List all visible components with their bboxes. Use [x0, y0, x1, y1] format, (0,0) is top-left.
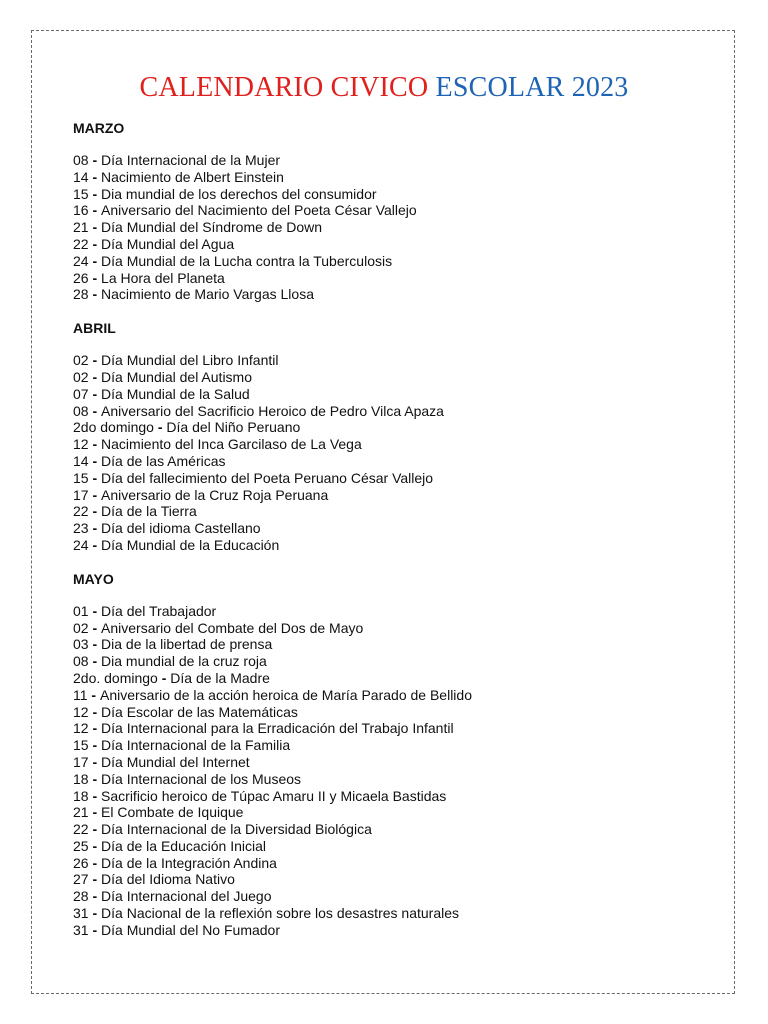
calendar-entry — [73, 771, 713, 788]
entry-description: Día Mundial de la Educación — [101, 536, 280, 553]
entry-description: Sacrificio heroico de Túpac Amaru II y Micaela Bastidas — [101, 787, 447, 804]
entry-day: 16 — [73, 202, 89, 219]
entry-description: Aniversario del Nacimiento del Poeta César Vallejo — [101, 202, 417, 219]
calendar-content — [73, 118, 713, 954]
entry-day: 31 — [73, 921, 89, 938]
calendar-entry — [73, 386, 713, 403]
entry-description: Día del fallecimiento del Poeta Peruano César Vallejo — [101, 469, 434, 486]
entry-description: Día del idioma Castellano — [101, 520, 261, 537]
calendar-entry — [73, 737, 713, 754]
calendar-entry — [73, 369, 713, 386]
entry-day: 12 — [73, 436, 89, 453]
entry-description: El Combate de Iquique — [101, 804, 244, 821]
month-section-mayo — [73, 569, 713, 939]
entry-day: 26 — [73, 854, 89, 871]
entry-day: 27 — [73, 871, 89, 888]
calendar-entry — [73, 470, 713, 487]
entry-separator: - — [88, 921, 102, 938]
entry-description: Día Mundial del Internet — [101, 753, 250, 770]
entry-separator: - — [88, 385, 102, 402]
entry-separator: - — [88, 602, 102, 619]
entry-day: 31 — [73, 905, 89, 922]
entry-separator: - — [88, 720, 102, 737]
entry-description: Día de la Integración Andina — [101, 854, 277, 871]
calendar-entry — [73, 838, 713, 855]
calendar-entry — [73, 503, 713, 520]
entry-day: 21 — [73, 804, 89, 821]
entry-day: 26 — [73, 269, 89, 286]
entry-day: 22 — [73, 821, 89, 838]
entry-description: Día de las Américas — [101, 452, 226, 469]
entry-day: 11 — [73, 686, 88, 703]
entry-day: 18 — [73, 770, 89, 787]
entry-day: 15 — [73, 185, 89, 202]
entry-day: 02 — [73, 368, 89, 385]
entry-description: Aniversario del Sacrificio Heroico de Pedro Vilca Apaza — [101, 402, 444, 419]
calendar-entry — [73, 754, 713, 771]
entry-separator: - — [153, 419, 167, 436]
entry-description: Día Internacional de la Mujer — [101, 152, 281, 168]
entry-description: Dia mundial de la cruz roja — [101, 653, 267, 670]
entry-separator: - — [87, 686, 100, 703]
entry-day: 24 — [73, 252, 89, 269]
entry-separator: - — [88, 252, 102, 269]
entry-separator: - — [88, 219, 102, 236]
entry-day: 12 — [73, 703, 89, 720]
calendar-entry — [73, 670, 713, 687]
page-title — [0, 68, 768, 108]
calendar-entry — [73, 788, 713, 805]
entry-day: 21 — [73, 219, 89, 236]
calendar-entry — [73, 620, 713, 637]
entry-day: 2do domingo — [73, 419, 154, 436]
entry-description: Nacimiento de Albert Einstein — [101, 168, 284, 185]
entry-description: La Hora del Planeta — [101, 269, 225, 286]
entry-day: 14 — [73, 168, 89, 185]
entry-separator: - — [88, 871, 102, 888]
calendar-entry — [73, 236, 713, 253]
entry-description: Día del Trabajador — [101, 602, 217, 619]
entry-description: Nacimiento de Mario Vargas Llosa — [101, 286, 314, 303]
entry-separator: - — [88, 536, 102, 553]
calendar-entry — [73, 487, 713, 504]
calendar-entry — [73, 419, 713, 436]
calendar-entry — [73, 603, 713, 620]
entry-separator: - — [88, 168, 102, 185]
entry-separator: - — [88, 636, 102, 653]
entry-separator: - — [88, 352, 102, 369]
calendar-entry — [73, 202, 713, 219]
entry-day: 02 — [73, 619, 89, 636]
entry-day: 28 — [73, 888, 89, 905]
calendar-entry — [73, 871, 713, 888]
calendar-entry — [73, 520, 713, 537]
calendar-entry — [73, 453, 713, 470]
entry-day: 15 — [73, 469, 89, 486]
entry-separator: - — [88, 804, 102, 821]
entry-description: Día Escolar de las Matemáticas — [101, 703, 298, 720]
entry-separator: - — [88, 703, 102, 720]
entry-description: Aniversario de la Cruz Roja Peruana — [101, 486, 329, 503]
entry-day: 23 — [73, 520, 89, 537]
entry-day: 14 — [73, 452, 89, 469]
entry-day: 22 — [73, 235, 89, 252]
title-part-blue: ESCOLAR 2023 — [435, 72, 629, 103]
calendar-entry — [73, 186, 713, 203]
entry-description: Día del Idioma Nativo — [101, 871, 235, 888]
entry-separator: - — [88, 269, 102, 286]
entry-separator: - — [88, 520, 102, 537]
calendar-entry — [73, 352, 713, 369]
entry-description: Día Mundial de la Lucha contra la Tuberculosis — [101, 252, 393, 269]
calendar-entry — [73, 286, 713, 303]
entry-description: Aniversario de la acción heroica de María Parado de Bellido — [100, 686, 472, 703]
entry-separator: - — [88, 770, 102, 787]
calendar-entry — [73, 821, 713, 838]
entry-separator: - — [88, 152, 102, 168]
entry-day: 08 — [73, 402, 89, 419]
entry-day: 03 — [73, 636, 89, 653]
month-section-abril — [73, 318, 713, 554]
calendar-entry — [73, 537, 713, 554]
calendar-entry — [73, 888, 713, 905]
entry-day: 17 — [73, 486, 89, 503]
entry-separator: - — [88, 837, 102, 854]
calendar-entry — [73, 219, 713, 236]
calendar-entry — [73, 704, 713, 721]
calendar-entry — [73, 270, 713, 287]
title-part-red: CALENDARIO CIVICO — [139, 72, 429, 103]
entry-separator: - — [88, 653, 102, 670]
calendar-entry — [73, 253, 713, 270]
entry-separator: - — [88, 821, 102, 838]
entry-day: 24 — [73, 536, 89, 553]
entry-separator: - — [88, 503, 102, 520]
entry-description: Día Mundial del Agua — [101, 235, 235, 252]
entry-day: 08 — [73, 152, 89, 168]
calendar-entry — [73, 152, 713, 169]
calendar-entry — [73, 720, 713, 737]
entry-description: Día Mundial del Síndrome de Down — [101, 219, 323, 236]
entry-description: Día del Niño Peruano — [166, 419, 301, 436]
calendar-entry — [73, 855, 713, 872]
calendar-entry — [73, 436, 713, 453]
month-heading: MARZO — [73, 120, 125, 136]
entry-description: Día Internacional para la Erradicación del Trabajo Infantil — [101, 720, 454, 737]
entry-separator: - — [88, 486, 102, 503]
entry-separator: - — [88, 452, 102, 469]
entry-separator: - — [88, 905, 102, 922]
entry-separator: - — [88, 737, 102, 754]
entry-description: Día de la Madre — [170, 669, 270, 686]
entry-day: 25 — [73, 837, 89, 854]
entry-separator: - — [157, 669, 171, 686]
entry-description: Día Internacional del Juego — [101, 888, 272, 905]
entry-description: Día Internacional de la Diversidad Biológica — [101, 821, 372, 838]
entry-description: Dia de la libertad de prensa — [101, 636, 273, 653]
month-section-marzo — [73, 118, 713, 303]
calendar-entry — [73, 922, 713, 939]
entry-separator: - — [88, 469, 102, 486]
entry-separator: - — [88, 286, 102, 303]
entry-day: 07 — [73, 385, 89, 402]
entry-description: Día de la Educación Inicial — [101, 837, 267, 854]
entry-day: 08 — [73, 653, 89, 670]
entry-separator: - — [88, 619, 102, 636]
entry-separator: - — [88, 854, 102, 871]
calendar-entry — [73, 804, 713, 821]
entry-day: 02 — [73, 352, 89, 369]
entry-separator: - — [88, 185, 102, 202]
entry-description: Día Mundial de la Salud — [101, 385, 250, 402]
calendar-entry — [73, 403, 713, 420]
entry-description: Día Mundial del No Fumador — [101, 921, 281, 938]
calendar-entry — [73, 687, 713, 704]
month-heading: ABRIL — [73, 320, 116, 337]
entry-separator: - — [88, 368, 102, 385]
entry-separator: - — [88, 787, 102, 804]
calendar-entry — [73, 169, 713, 186]
entry-description: Día Nacional de la reflexión sobre los desastres naturales — [101, 905, 460, 922]
entry-day: 15 — [73, 737, 89, 754]
entry-description: Nacimiento del Inca Garcilaso de La Vega — [101, 436, 362, 453]
entry-day: 22 — [73, 503, 89, 520]
entry-day: 12 — [73, 720, 89, 737]
entry-day: 17 — [73, 753, 89, 770]
entry-description: Dia mundial de los derechos del consumidor — [101, 185, 377, 202]
entry-description: Día Internacional de los Museos — [101, 770, 302, 787]
month-heading: MAYO — [73, 570, 114, 587]
entry-description: Día Mundial del Libro Infantil — [101, 352, 279, 369]
entry-description: Día de la Tierra — [101, 503, 197, 520]
entry-day: 28 — [73, 286, 89, 303]
entry-separator: - — [88, 753, 102, 770]
entry-day: 2do. domingo — [73, 669, 158, 686]
entry-separator: - — [88, 888, 102, 905]
calendar-entry — [73, 653, 713, 670]
entry-separator: - — [88, 402, 102, 419]
entry-day: 01 — [73, 602, 89, 619]
entry-description: Día Mundial del Autismo — [101, 368, 252, 385]
entry-separator: - — [88, 235, 102, 252]
entry-day: 18 — [73, 787, 89, 804]
entry-description: Aniversario del Combate del Dos de Mayo — [101, 619, 364, 636]
entry-separator: - — [88, 202, 102, 219]
entry-description: Día Internacional de la Familia — [101, 737, 291, 754]
entry-separator: - — [88, 436, 102, 453]
calendar-entry — [73, 636, 713, 653]
calendar-entry — [73, 905, 713, 922]
